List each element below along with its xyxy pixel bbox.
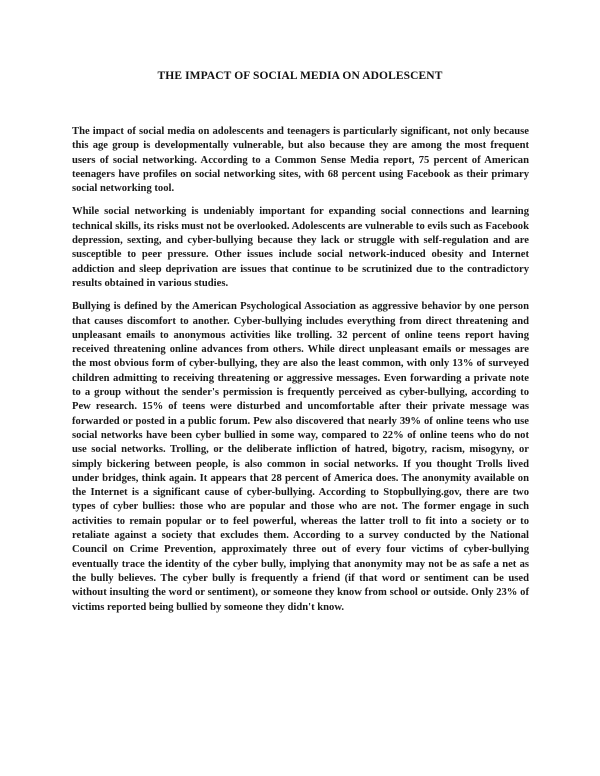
- document-body: [72, 125, 529, 624]
- document-title: THE IMPACT OF SOCIAL MEDIA ON ADOLESCENT: [157, 70, 443, 82]
- paragraph-risks: While social networking is undeniably important for expanding social connections and learning technical skills, its risks must not be overlooked. Adolescents are vulnerable to evils such as Facebook depression, sexting, and cyber-bullying because they lack or struggle with self-regulation and are susceptible to peer pressure. Other issues include social network-induced obesity and Internet addiction and sleep deprivation are issues that continue to be scrutinized due to the contradictory results obtained in various studies.: [72, 206, 529, 289]
- paragraph-bullying: Bullying is defined by the American Psychological Association as aggressive behavior by one person that causes discomfort to another. Cyber-bullying includes everything from direct threatening and unpleasant emails to anonymous activities like trolling. 32 percent of online teens report having received threatening online advances from others. While direct unpleasant emails or messages are the most obvious form of cyber-bullying, they are also the least common, with only 13% of surveyed children admitting to receiving threatening or aggressive messages. Even forwarding a private note to a group without the sender's permission is frequently perceived as cyber-bullying, according to Pew research. 15% of teens were disturbed and uncomfortable after their private message was forwarded or posted in a public forum. Pew also discovered that nearly 39% of online teens who use social networks have been cyber bullied in some way, compared to 22% of online teens who do not use social networks. Trolling, or the deliberate infliction of hatred, bigotry, racism, misogyny, or simply bickering between people, is also common in social networks. If you thought Trolls lived under bridges, think again. It appears that 28 percent of America does. The anonymity available on the Internet is a significant cause of cyber-bullying. According to Stopbullying.gov, there are two types of cyber bullies: those who are popular and those who are not. The former engage in such activities to remain popular or to feel powerful, whereas the latter troll to fit into a society or to retaliate against a society that excludes them. According to a survey conducted by the National Council on Crime Prevention, approximately three out of every four victims of cyber-bullying eventually trace the identity of the cyber bully, implying that anonymity may not be as safe a net as the bully believes. The cyber bully is frequently a friend (if that word or sentiment can be used without insulting the word or sentiment), or someone they know from school or outside. Only 23% of victims reported being bullied by someone they didn't know.: [72, 301, 529, 613]
- paragraph-intro: The impact of social media on adolescents and teenagers is particularly significant, not only because this age group is developmentally vulnerable, but also because they are among the most frequent users of social networking. According to a Common Sense Media report, 75 percent of American teenagers have profiles on social networking sites, with 68 percent using Facebook as their primary social networking tool.: [72, 126, 529, 195]
